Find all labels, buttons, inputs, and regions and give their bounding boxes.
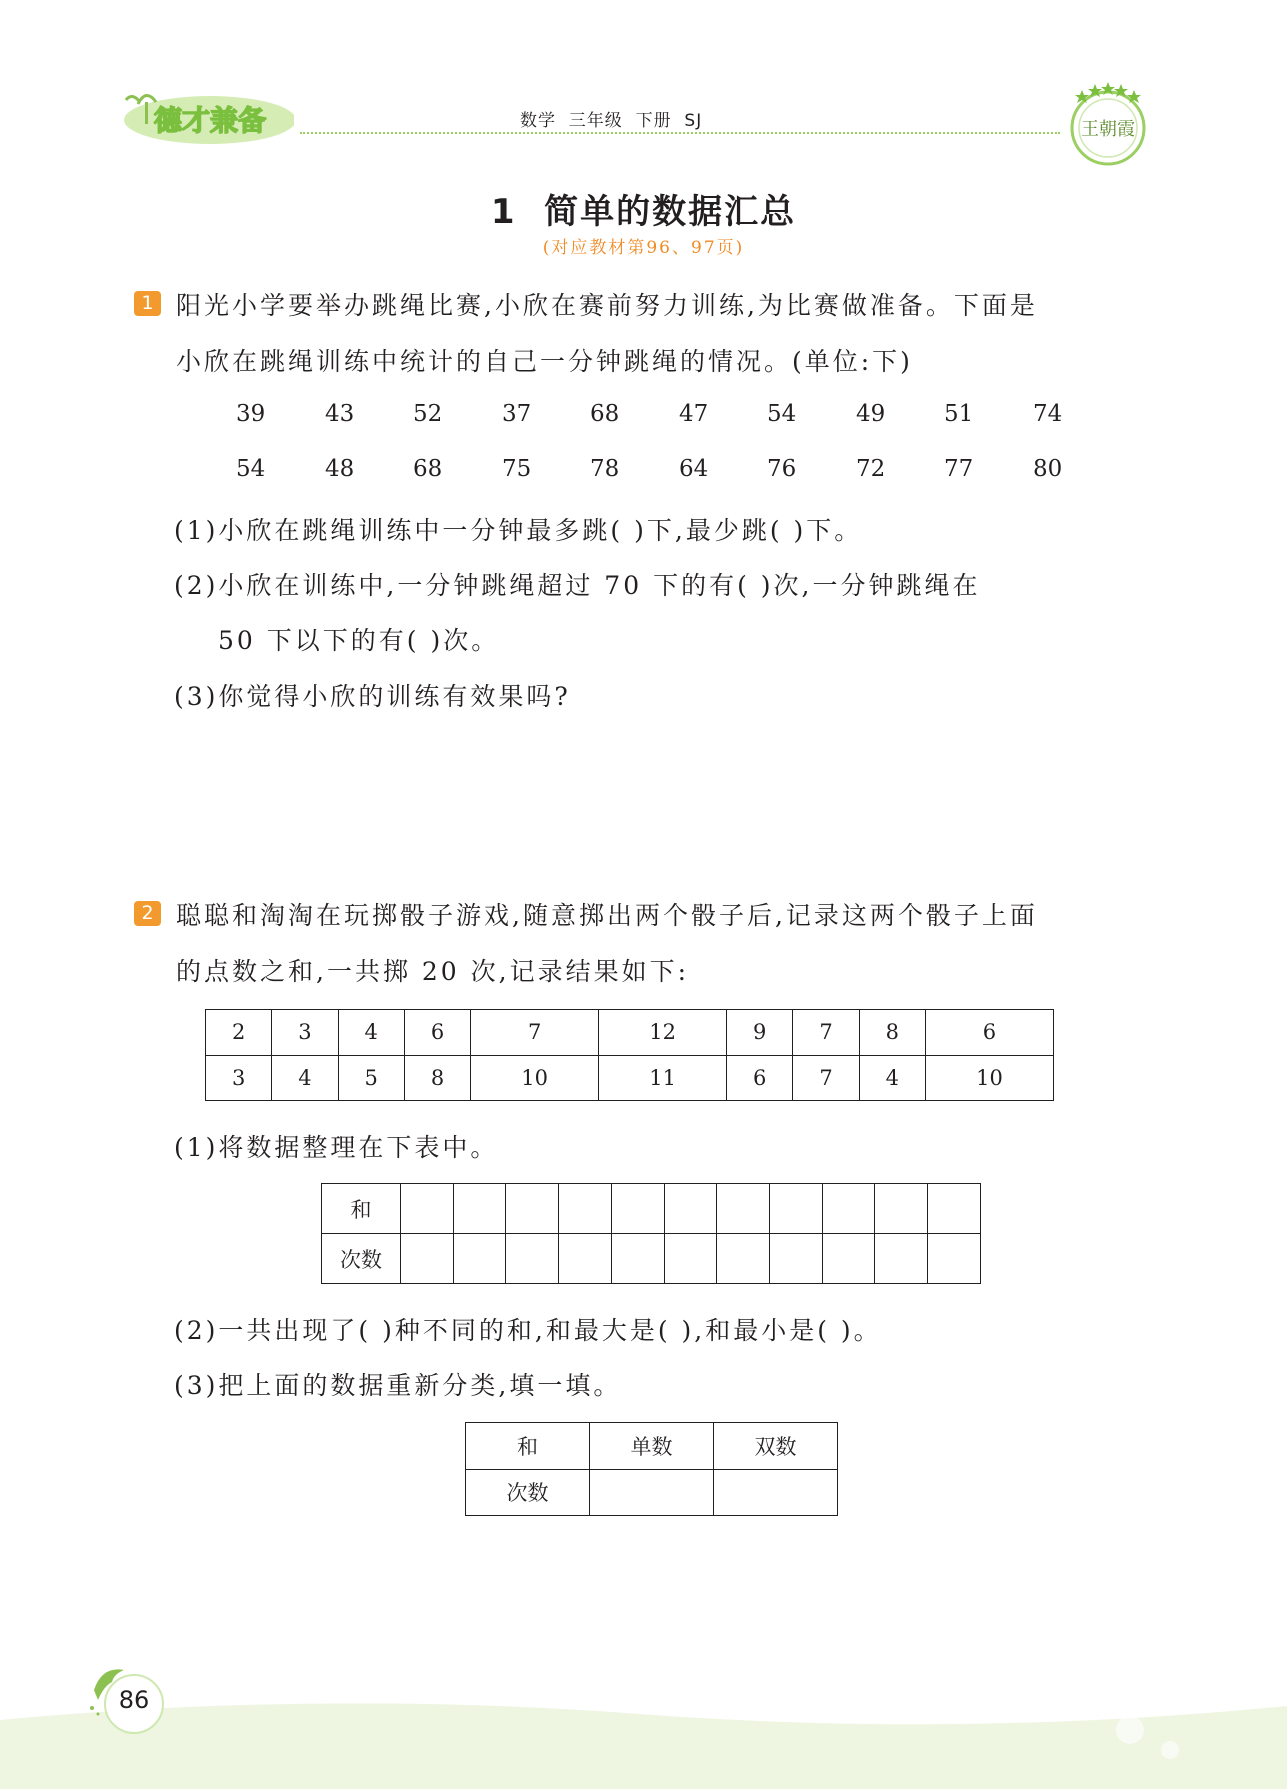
- answer-cell[interactable]: [401, 1234, 454, 1284]
- data-value: 77: [944, 456, 974, 482]
- q2-text-line2: 的点数之和,一共掷 20 次,记录结果如下:: [176, 957, 690, 986]
- q1-text-line1: 阳光小学要举办跳绳比赛,小欣在赛前努力训练,为比赛做准备。下面是: [176, 291, 1038, 320]
- table-cell: 11: [599, 1055, 727, 1101]
- table-cell: 10: [925, 1055, 1053, 1101]
- data-value: 48: [325, 456, 355, 482]
- table-cell: 6: [404, 1010, 470, 1056]
- answer-cell[interactable]: [506, 1184, 559, 1234]
- table-cell: 7: [793, 1055, 859, 1101]
- q1-sub2-line2: 50 下以下的有( )次。: [218, 626, 500, 655]
- classify-table: [465, 1422, 838, 1516]
- answer-cell[interactable]: [822, 1184, 875, 1234]
- table-cell: 2: [206, 1010, 272, 1056]
- table-cell: 5: [338, 1055, 404, 1101]
- header-cell: 和: [466, 1423, 590, 1470]
- data-value: 68: [413, 456, 443, 482]
- table-row: [206, 1055, 1054, 1101]
- answer-cell[interactable]: [875, 1184, 928, 1234]
- table-cell: 8: [404, 1055, 470, 1101]
- seal-name: 王朝霞: [1081, 119, 1135, 140]
- q1-sub2-line1: (2)小欣在训练中,一分钟跳绳超过 70 下的有( )次,一分钟跳绳在: [174, 571, 981, 600]
- answer-cell[interactable]: [770, 1184, 823, 1234]
- data-value: 76: [767, 456, 797, 482]
- answer-cell[interactable]: [770, 1234, 823, 1284]
- answer-cell[interactable]: [559, 1234, 612, 1284]
- data-value: 80: [1033, 456, 1063, 482]
- row-label: 次数: [466, 1469, 590, 1516]
- table-row: [466, 1469, 838, 1516]
- table-cell: 8: [859, 1010, 925, 1056]
- row-label: 和: [322, 1184, 401, 1234]
- table-row: [466, 1423, 838, 1470]
- table-cell: 4: [338, 1010, 404, 1056]
- question-number-2: 2: [134, 901, 161, 926]
- table-row: [322, 1184, 981, 1234]
- table-row: [206, 1010, 1054, 1056]
- table-cell: 3: [272, 1010, 338, 1056]
- table-cell: 4: [859, 1055, 925, 1101]
- q2-sub2: (2)一共出现了( )种不同的和,和最大是( ),和最小是( )。: [174, 1316, 882, 1345]
- answer-cell[interactable]: [664, 1234, 717, 1284]
- data-value: 64: [679, 456, 709, 482]
- answer-cell[interactable]: [590, 1469, 714, 1516]
- table-cell: 9: [727, 1010, 793, 1056]
- data-value: 47: [679, 401, 709, 427]
- answer-cell[interactable]: [717, 1234, 770, 1284]
- q2-text-line1: 聪聪和淘淘在玩掷骰子游戏,随意掷出两个骰子后,记录这两个骰子上面: [176, 901, 1038, 930]
- table-cell: 7: [471, 1010, 599, 1056]
- answer-cell[interactable]: [664, 1184, 717, 1234]
- q1-sub3: (3)你觉得小欣的训练有效果吗?: [174, 682, 571, 711]
- textbook-reference: (对应教材第96、97页): [542, 238, 745, 258]
- q1-data-row-2: [0, 456, 1287, 486]
- header-cell: 双数: [714, 1423, 838, 1470]
- author-seal: [1062, 78, 1154, 170]
- answer-cell[interactable]: [875, 1234, 928, 1284]
- brand-logo: [118, 84, 294, 146]
- answer-cell[interactable]: [453, 1184, 506, 1234]
- question-number-1: 1: [134, 291, 161, 316]
- q2-sub1: (1)将数据整理在下表中。: [174, 1133, 499, 1162]
- q1-sub1: (1)小欣在跳绳训练中一分钟最多跳( )下,最少跳( )下。: [174, 516, 863, 545]
- lesson-title: 1 简单的数据汇总: [490, 192, 797, 232]
- answer-cell[interactable]: [559, 1184, 612, 1234]
- table-cell: 3: [206, 1055, 272, 1101]
- q2-sub3: (3)把上面的数据重新分类,填一填。: [174, 1371, 622, 1400]
- subject-line: 数学 三年级 下册 SJ: [520, 111, 703, 131]
- data-value: 51: [944, 401, 974, 427]
- data-value: 52: [413, 401, 443, 427]
- table-cell: 7: [793, 1010, 859, 1056]
- data-value: 43: [325, 401, 355, 427]
- table-cell: 4: [272, 1055, 338, 1101]
- table-cell: 10: [471, 1055, 599, 1101]
- footer-decoration: [0, 1690, 1287, 1789]
- table-row: [322, 1234, 981, 1284]
- row-label: 次数: [322, 1234, 401, 1284]
- data-value: 54: [767, 401, 797, 427]
- data-value: 78: [590, 456, 620, 482]
- data-value: 72: [856, 456, 886, 482]
- q1-data-row-1: [0, 401, 1287, 431]
- answer-cell[interactable]: [506, 1234, 559, 1284]
- header-divider: [300, 132, 1060, 134]
- answer-cell[interactable]: [717, 1184, 770, 1234]
- brand-text: 德才兼备: [153, 104, 267, 137]
- table-cell: 12: [599, 1010, 727, 1056]
- page-number: 86: [118, 1686, 150, 1714]
- table-cell: 6: [925, 1010, 1053, 1056]
- answer-cell[interactable]: [611, 1234, 664, 1284]
- data-value: 37: [502, 401, 532, 427]
- answer-cell[interactable]: [822, 1234, 875, 1284]
- organize-table: [321, 1183, 981, 1284]
- answer-cell[interactable]: [714, 1469, 838, 1516]
- dice-results-table: [205, 1009, 1054, 1101]
- data-value: 49: [856, 401, 886, 427]
- q1-text-line2: 小欣在跳绳训练中统计的自己一分钟跳绳的情况。(单位:下): [176, 347, 913, 376]
- data-value: 75: [502, 456, 532, 482]
- header-cell: 单数: [590, 1423, 714, 1470]
- answer-cell[interactable]: [928, 1184, 981, 1234]
- table-cell: 6: [727, 1055, 793, 1101]
- data-value: 39: [236, 401, 266, 427]
- data-value: 74: [1033, 401, 1063, 427]
- data-value: 54: [236, 456, 266, 482]
- answer-cell[interactable]: [401, 1184, 454, 1234]
- answer-cell[interactable]: [928, 1234, 981, 1284]
- data-value: 68: [590, 401, 620, 427]
- answer-cell[interactable]: [453, 1234, 506, 1284]
- answer-cell[interactable]: [611, 1184, 664, 1234]
